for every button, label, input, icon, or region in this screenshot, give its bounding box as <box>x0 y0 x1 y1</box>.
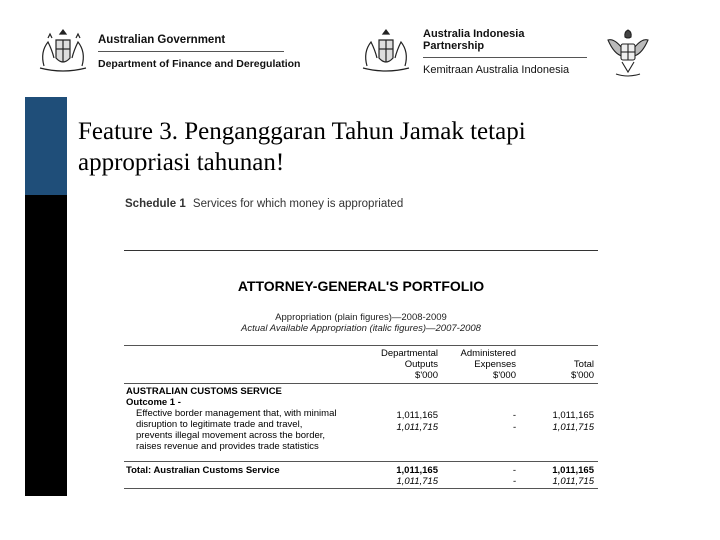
total-total-prev: 1,011,715 <box>552 476 594 487</box>
outcome-label: Outcome 1 - <box>126 397 181 408</box>
outcome-admin-prev: - <box>512 422 516 433</box>
outcome-total-prev: 1,011,715 <box>552 422 594 433</box>
outcome-line: prevents illegal movement across the border, <box>136 430 326 441</box>
outcome-line: Effective border management that, with minimal <box>136 408 337 419</box>
total-dept-value: 1,011,165 <box>396 465 438 476</box>
total-total-value: 1,011,165 <box>552 465 594 476</box>
garuda-pancasila-icon <box>604 26 652 80</box>
total-label: Total: Australian Customs Service <box>126 465 280 476</box>
slide-title-line1: Feature 3. Penganggaran Tahun Jamak tetapi <box>78 118 526 145</box>
outcome-total-value: 1,011,165 <box>552 410 594 421</box>
accent-bar <box>25 97 67 195</box>
appropriation-schedule-document <box>124 198 598 487</box>
schedule-heading <box>125 198 598 210</box>
outcome-line: raises revenue and provides trade statistics <box>136 441 319 452</box>
slide-title <box>78 116 698 178</box>
appropriation-legend <box>124 312 598 334</box>
total-admin-value: - <box>512 465 516 476</box>
divider <box>124 345 598 346</box>
total-dept-prev: 1,011,715 <box>396 476 438 487</box>
divider <box>124 250 598 251</box>
col-total-header: Total <box>573 359 594 370</box>
col-departmental-header <box>348 348 438 370</box>
outcome-line: disruption to legitimate trade and travel, <box>136 419 303 430</box>
outcome-admin-value: - <box>512 410 516 421</box>
schedule-label: Schedule 1 <box>125 198 186 210</box>
outcome-dept-prev: 1,011,715 <box>396 422 438 433</box>
coat-of-arms-icon <box>357 28 415 76</box>
slide-title-line2: appropriasi tahunan! <box>78 149 285 176</box>
col-total-unit: $'000 <box>571 370 594 381</box>
agency-name: AUSTRALIAN CUSTOMS SERVICE <box>126 386 282 397</box>
col-admin-line1: Administered <box>460 348 516 359</box>
divider <box>124 461 598 462</box>
col-admin-unit: $'000 <box>493 370 516 381</box>
logo-left-line1: Australian Government <box>98 34 284 52</box>
logo-middle-line1: Australia Indonesia Partnership <box>423 28 587 58</box>
approp-italic: Actual Available Appropriation (italic figures)—2007-2008 <box>241 323 481 334</box>
australian-government-logo <box>34 24 300 80</box>
portfolio-heading: ATTORNEY-GENERAL'S PORTFOLIO <box>237 278 485 294</box>
side-bar <box>25 195 67 496</box>
logo-left-line2: Department of Finance and Deregulation <box>98 58 301 70</box>
outcome-dept-value: 1,011,165 <box>396 410 438 421</box>
logo-middle-line2: Kemitraan Australia Indonesia <box>423 64 570 76</box>
col-dept-unit: $'000 <box>415 370 438 381</box>
total-admin-prev: - <box>512 476 516 487</box>
col-dept-line1: Departmental <box>380 348 438 359</box>
australia-indonesia-partnership-logo <box>357 24 587 80</box>
approp-plain: Appropriation (plain figures)—2008-2009 <box>275 312 447 323</box>
col-dept-line2: Outputs <box>404 359 438 370</box>
divider <box>124 383 598 384</box>
coat-of-arms-icon <box>34 28 92 76</box>
divider <box>124 488 598 489</box>
outcome-description <box>136 408 376 452</box>
col-administered-header <box>436 348 516 370</box>
col-admin-line2: Expenses <box>474 359 516 370</box>
schedule-text: Services for which money is appropriated <box>192 198 404 210</box>
